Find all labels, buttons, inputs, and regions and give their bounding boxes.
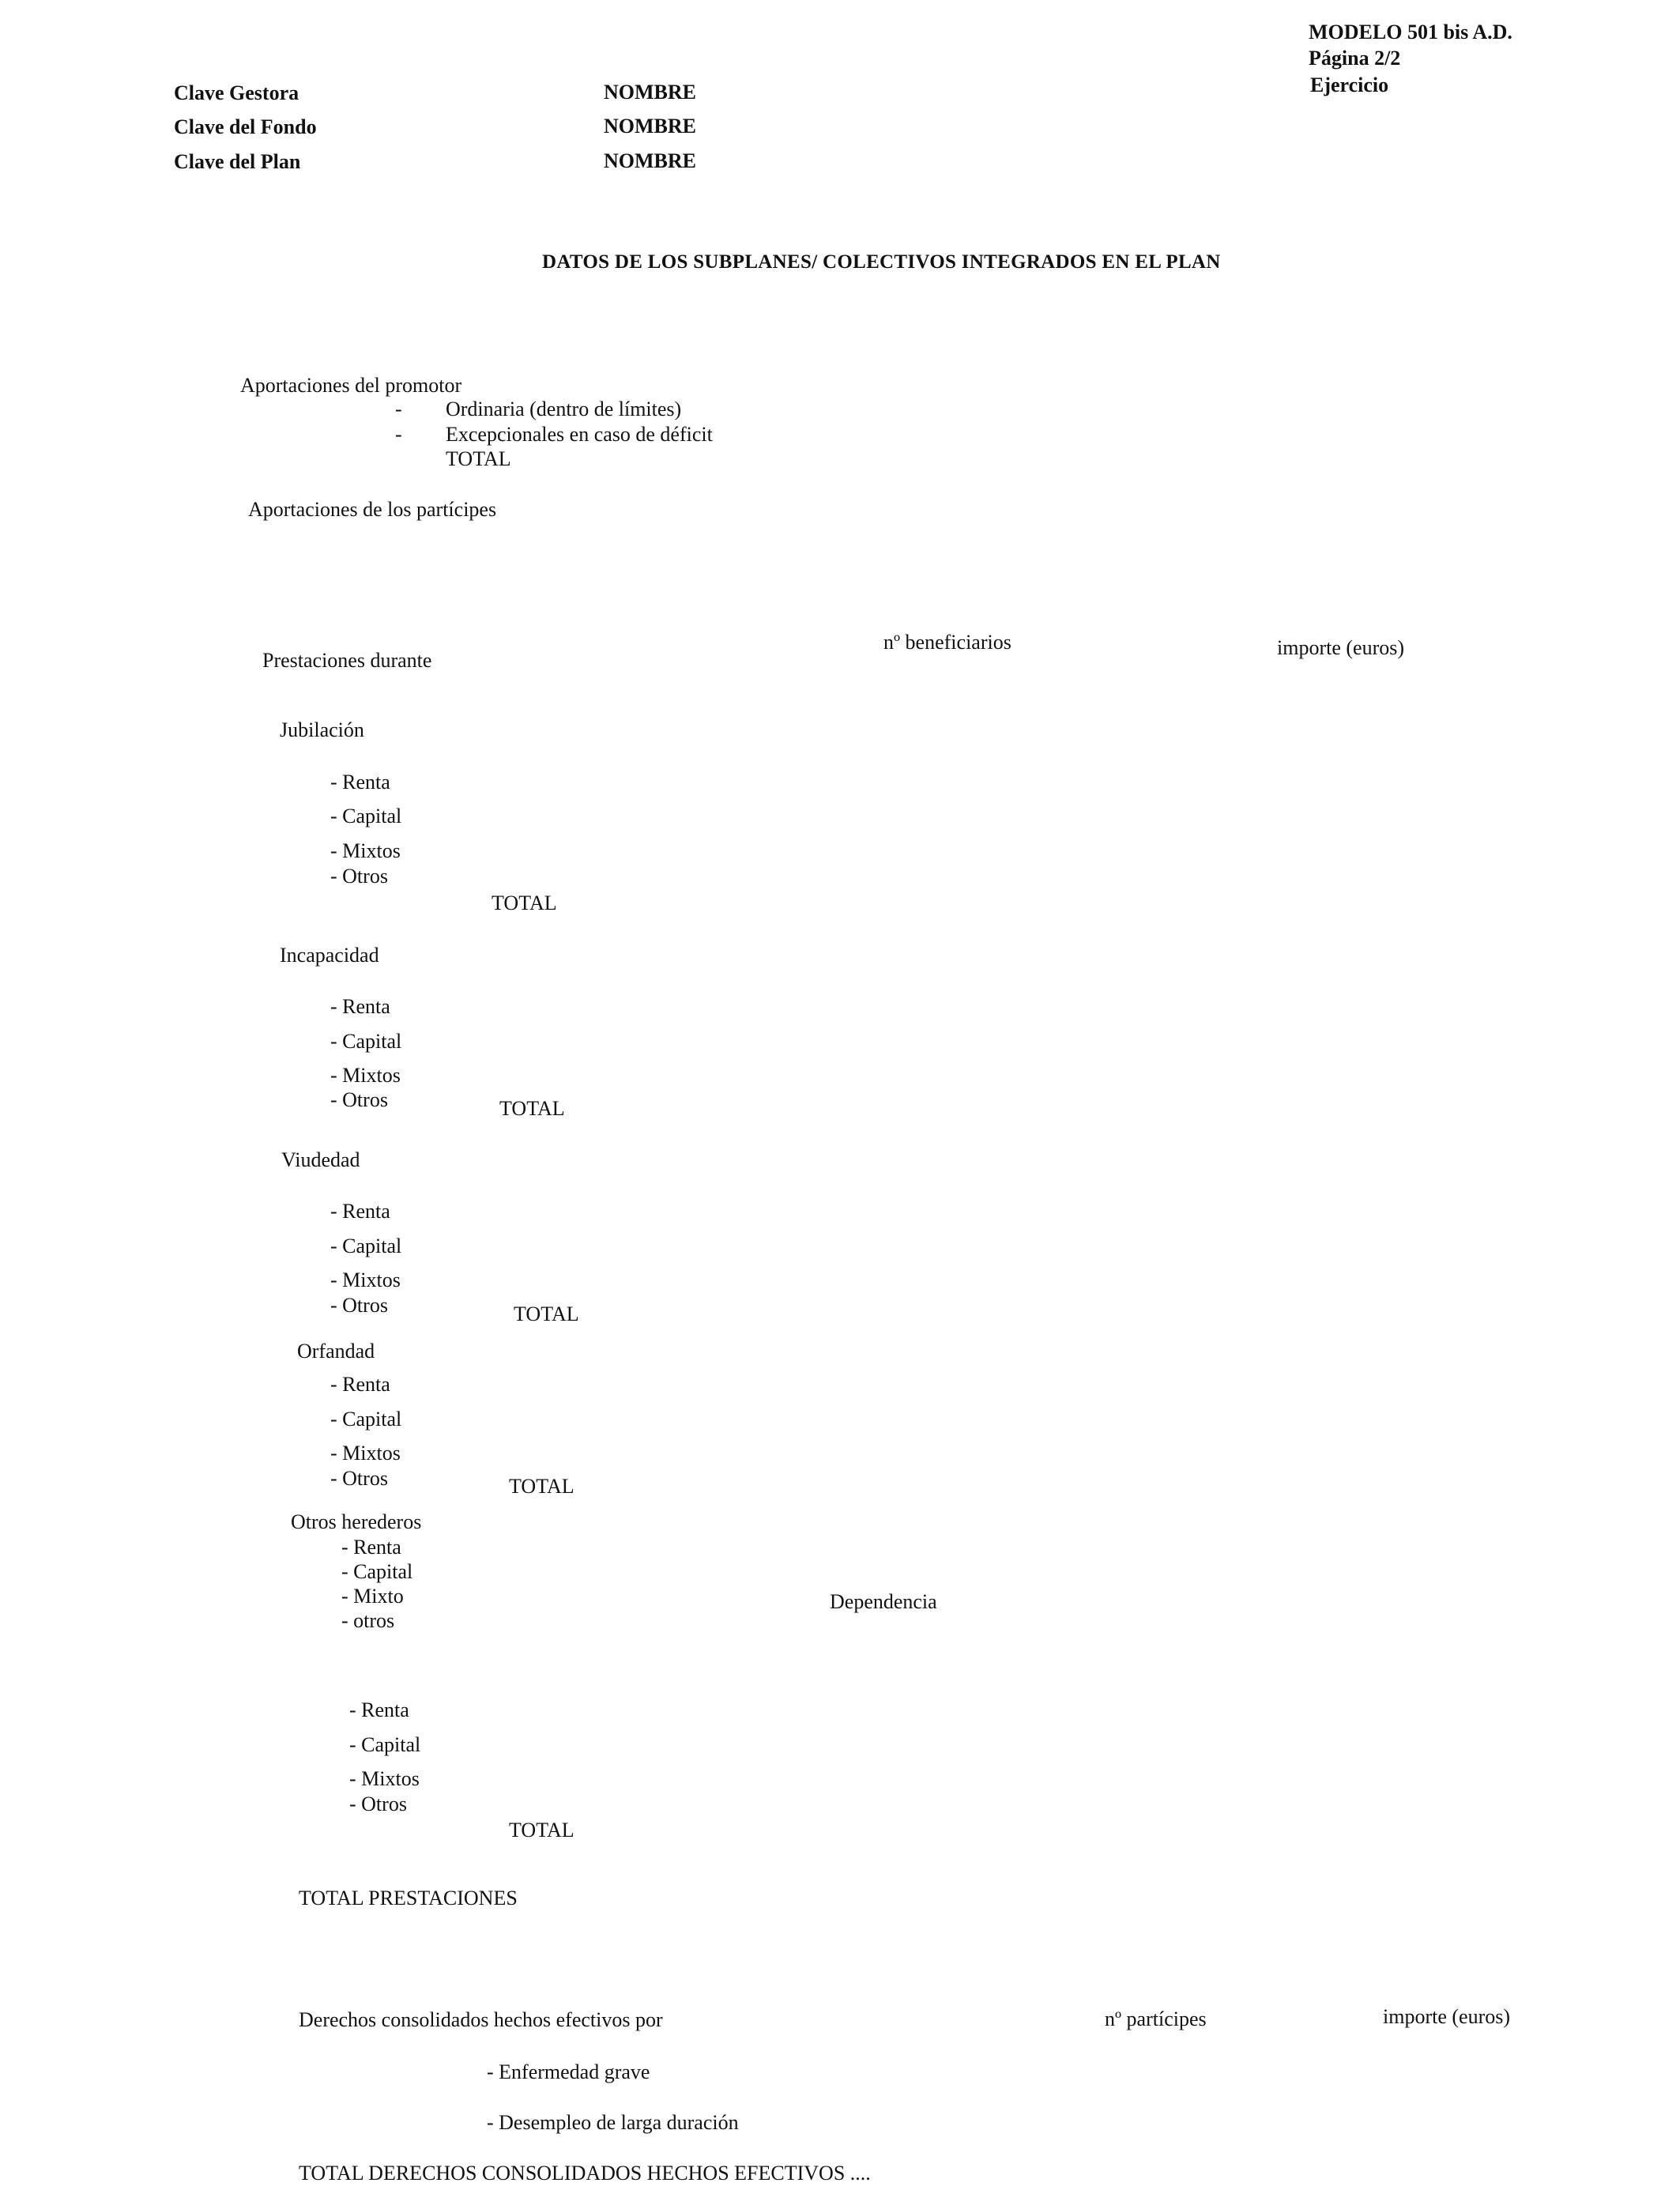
jubilacion-label: Jubilación (280, 718, 364, 741)
incapacidad-otros: - Otros (330, 1088, 388, 1111)
jubilacion-total: TOTAL (492, 892, 557, 914)
orfandad-mixtos: - Mixtos (330, 1442, 401, 1465)
col-participes: nº partícipes (1105, 2007, 1207, 2030)
jubilacion-renta: - Renta (330, 771, 390, 794)
otros-herederos-capital: - Capital (341, 1560, 413, 1583)
total-derechos: TOTAL DERECHOS CONSOLIDADOS HECHOS EFECTIVOS .... (299, 2162, 871, 2185)
dash-ordinaria: - (395, 398, 402, 420)
aportaciones-participes-label: Aportaciones de los partícipes (248, 498, 497, 521)
jubilacion-capital: - Capital (330, 805, 402, 827)
clave-gestora-label: Clave Gestora (174, 81, 299, 104)
dependencia-mixtos: - Mixtos (349, 1767, 420, 1790)
enfermedad-grave: - Enfermedad grave (487, 2060, 650, 2083)
prestaciones-heading: Prestaciones durante (262, 649, 432, 672)
incapacidad-label: Incapacidad (280, 944, 379, 967)
nombre-fondo: NOMBRE (604, 115, 696, 138)
incapacidad-renta: - Renta (330, 995, 390, 1018)
total-prestaciones: TOTAL PRESTACIONES (299, 1887, 518, 1909)
otros-herederos-label: Otros herederos (291, 1510, 422, 1533)
incapacidad-total: TOTAL (499, 1097, 565, 1120)
nombre-plan: NOMBRE (604, 149, 696, 172)
clave-fondo-label: Clave del Fondo (174, 115, 317, 138)
orfandad-otros: - Otros (330, 1467, 388, 1490)
page-title: DATOS DE LOS SUBPLANES/ COLECTIVOS INTEGRADOS EN EL PLAN (542, 251, 1221, 273)
dependencia-otros: - Otros (349, 1793, 407, 1815)
ejercicio-label: Ejercicio (1310, 74, 1389, 96)
aportaciones-total-label: TOTAL (446, 447, 511, 470)
otros-herederos-renta: - Renta (341, 1536, 401, 1559)
dependencia-label: Dependencia (830, 1590, 937, 1613)
dependencia-total: TOTAL (509, 1819, 574, 1842)
nombre-gestora: NOMBRE (604, 81, 696, 104)
dash-excepcionales: - (395, 423, 402, 446)
col-importe-derechos: importe (euros) (1383, 2005, 1511, 2028)
col-beneficiarios: nº beneficiarios (883, 631, 1011, 654)
incapacidad-capital: - Capital (330, 1030, 402, 1053)
derechos-heading: Derechos consolidados hechos efectivos por (299, 2008, 663, 2031)
ordinaria-label: Ordinaria (dentro de límites) (446, 398, 682, 420)
viudedad-capital: - Capital (330, 1235, 402, 1257)
otros-herederos-otros: - otros (341, 1609, 395, 1632)
orfandad-renta: - Renta (330, 1373, 390, 1396)
orfandad-label: Orfandad (297, 1340, 375, 1363)
jubilacion-mixtos: - Mixtos (330, 839, 401, 862)
modelo-label: MODELO 501 bis A.D. (1309, 21, 1512, 43)
clave-plan-label: Clave del Plan (174, 150, 301, 173)
aportaciones-promotor-label: Aportaciones del promotor (240, 374, 462, 397)
viudedad-otros: - Otros (330, 1294, 388, 1317)
otros-herederos-mixto: - Mixto (341, 1585, 404, 1608)
jubilacion-otros: - Otros (330, 865, 388, 888)
viudedad-mixtos: - Mixtos (330, 1269, 401, 1291)
dependencia-renta: - Renta (349, 1698, 409, 1721)
dependencia-capital: - Capital (349, 1733, 421, 1756)
viudedad-label: Viudedad (281, 1148, 360, 1171)
orfandad-total: TOTAL (509, 1475, 574, 1498)
desempleo-larga-duracion: - Desempleo de larga duración (487, 2111, 739, 2134)
excepcionales-label: Excepcionales en caso de déficit (446, 423, 713, 446)
viudedad-renta: - Renta (330, 1200, 390, 1223)
orfandad-capital: - Capital (330, 1408, 402, 1431)
viudedad-total: TOTAL (514, 1302, 579, 1325)
pagina-label: Página 2/2 (1309, 47, 1401, 70)
incapacidad-mixtos: - Mixtos (330, 1064, 401, 1087)
col-importe-prestaciones: importe (euros) (1277, 636, 1405, 659)
